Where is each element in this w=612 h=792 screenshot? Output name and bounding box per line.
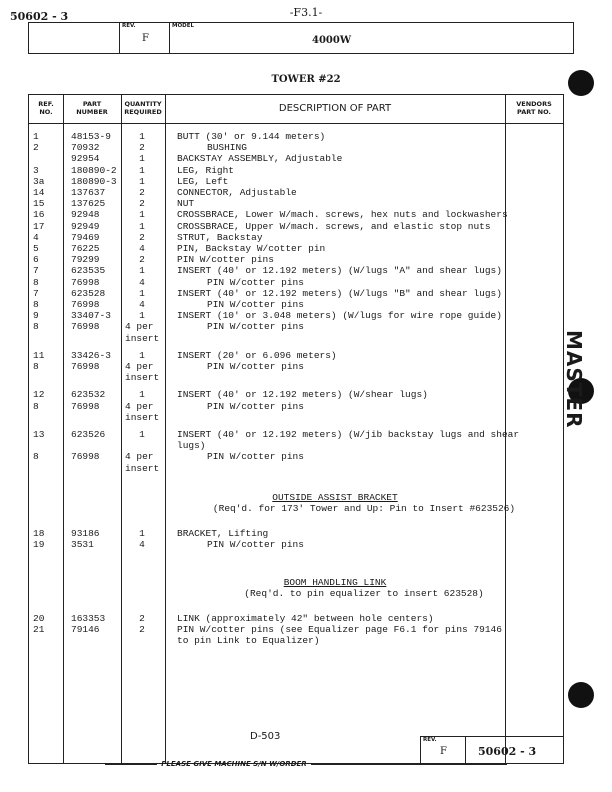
quantity: 2 bbox=[139, 198, 145, 210]
quantity: 2 bbox=[139, 254, 145, 266]
description: PIN W/cotter pins bbox=[177, 254, 274, 266]
description: BUTT (30' or 9.144 meters) bbox=[177, 131, 326, 142]
quantity: 1 bbox=[139, 209, 145, 221]
description: PIN W/cotter pins bbox=[207, 361, 304, 372]
quantity: 1 bbox=[139, 528, 145, 540]
part-number: 92954 bbox=[71, 153, 100, 165]
quantity: 4 per insert bbox=[125, 451, 160, 474]
ref-number: 20 bbox=[33, 613, 45, 624]
ref-number: 8 bbox=[33, 321, 39, 333]
quantity: 1 bbox=[139, 175, 145, 187]
quantity: 1 bbox=[139, 389, 145, 401]
description: INSERT (10' or 3.048 meters) (W/lugs for wire rope guide) bbox=[177, 310, 502, 322]
part-number: 623535 bbox=[71, 265, 106, 277]
part-number: 623532 bbox=[71, 389, 106, 401]
part-number: 33426-3 bbox=[71, 349, 111, 361]
description: PIN, Backstay W/cotter pin bbox=[177, 243, 326, 254]
part-number: 76998 bbox=[71, 400, 100, 412]
rev-label: REV. bbox=[122, 23, 136, 29]
part-number: 76998 bbox=[71, 361, 100, 372]
ref-number: 9 bbox=[33, 310, 39, 322]
punch-hole-top bbox=[568, 70, 594, 96]
quantity: 4 per insert bbox=[125, 321, 160, 344]
description: CROSSBRACE, Lower W/mach. screws, hex nuts and lockwashers bbox=[177, 209, 508, 221]
ref-number: 16 bbox=[33, 209, 45, 221]
ref-number: 8 bbox=[33, 276, 39, 288]
quantity: 1 bbox=[139, 287, 145, 299]
ref-number: 7 bbox=[33, 287, 39, 299]
description: INSERT (40' or 12.192 meters) (W/lugs "B" and shear lugs) bbox=[177, 287, 502, 299]
header-part-number: PART NUMBER bbox=[76, 100, 108, 116]
part-number: 623526 bbox=[71, 429, 106, 440]
part-number: 76225 bbox=[71, 243, 100, 254]
quantity: 4 bbox=[139, 276, 145, 288]
ref-number: 8 bbox=[33, 400, 39, 412]
ref-number: 8 bbox=[33, 299, 39, 310]
description: CONNECTOR, Adjustable bbox=[177, 187, 297, 198]
part-number: 180890-3 bbox=[71, 175, 117, 187]
quantity: 2 bbox=[139, 613, 145, 624]
ref-number: 2 bbox=[33, 142, 39, 154]
part-number: 623528 bbox=[71, 287, 106, 299]
part-number: 163353 bbox=[71, 613, 106, 624]
part-number: 180890-2 bbox=[71, 164, 117, 176]
description: STRUT, Backstay bbox=[177, 231, 263, 243]
description: LEG, Left bbox=[177, 175, 229, 187]
ref-number: 13 bbox=[33, 429, 45, 440]
quantity: 1 bbox=[139, 429, 145, 440]
ref-number: 8 bbox=[33, 451, 39, 463]
part-number: 93186 bbox=[71, 528, 100, 540]
footer-doc-number: 50602 - 3 bbox=[478, 745, 537, 758]
quantity: 2 bbox=[139, 231, 145, 243]
ref-number: 14 bbox=[33, 187, 45, 198]
part-number: 137637 bbox=[71, 187, 106, 198]
part-number: 79146 bbox=[71, 624, 100, 636]
description: INSERT (40' or 12.192 meters) (W/shear lugs) bbox=[177, 389, 428, 401]
quantity: 4 bbox=[139, 299, 145, 310]
section-title: TOWER #22 bbox=[271, 74, 341, 85]
instruction-text: PLEASE GIVE MACHINE S/N W/ORDER bbox=[161, 760, 307, 768]
footer-instruction bbox=[0, 760, 612, 768]
ref-number: 17 bbox=[33, 220, 45, 232]
description: INSERT (40' or 12.192 meters) (W/jib backstay lugs and shear lugs) bbox=[177, 429, 520, 452]
header-quantity: QUANTITY REQUIRED bbox=[124, 100, 162, 116]
master-stamp: MASTER bbox=[562, 330, 586, 429]
quantity: 2 bbox=[139, 624, 145, 636]
ref-number: 6 bbox=[33, 254, 39, 266]
boom-link-heading: BOOM HANDLING LINK bbox=[283, 576, 387, 588]
description: NUT bbox=[177, 198, 195, 210]
model-value: 4000W bbox=[312, 35, 352, 46]
punch-hole-bottom bbox=[568, 682, 594, 708]
ref-number: 11 bbox=[33, 349, 45, 361]
ref-number: 4 bbox=[33, 231, 39, 243]
footer-rev-label: REV. bbox=[423, 737, 437, 743]
footer-rev-value: F bbox=[440, 746, 447, 757]
part-number: 92949 bbox=[71, 220, 100, 232]
part-number: 76998 bbox=[71, 276, 100, 288]
ref-number: 1 bbox=[33, 131, 39, 142]
quantity: 4 per insert bbox=[125, 400, 160, 423]
header-vendors: VENDORS PART NO. bbox=[516, 100, 552, 116]
quantity: 1 bbox=[139, 220, 145, 232]
header-description: DESCRIPTION OF PART bbox=[278, 103, 392, 114]
description: INSERT (40' or 12.192 meters) (W/lugs "A" and shear lugs) bbox=[177, 265, 502, 277]
description: PIN W/cotter pins bbox=[207, 451, 304, 463]
quantity: 4 bbox=[139, 539, 145, 551]
part-number: 92948 bbox=[71, 209, 100, 221]
page-code: D-503 bbox=[250, 731, 281, 742]
ref-number: 8 bbox=[33, 361, 39, 372]
quantity: 1 bbox=[139, 131, 145, 142]
page-number: -F3.1- bbox=[289, 6, 323, 19]
model-label: MODEL bbox=[172, 23, 194, 29]
description: BRACKET, Lifting bbox=[177, 528, 269, 540]
quantity: 1 bbox=[139, 164, 145, 176]
part-number: 79299 bbox=[71, 254, 100, 266]
ref-number: 3 bbox=[33, 164, 39, 176]
ref-number: 3a bbox=[33, 175, 45, 187]
boom-link-note: (Req'd. to pin equalizer to insert 623528) bbox=[244, 587, 484, 599]
part-number: 76998 bbox=[71, 451, 100, 463]
header-box bbox=[28, 22, 574, 54]
part-number: 137625 bbox=[71, 198, 106, 210]
part-number: 79469 bbox=[71, 231, 100, 243]
part-number: 3531 bbox=[71, 539, 94, 551]
header-ref: REF. NO. bbox=[38, 100, 54, 116]
description: PIN W/cotter pins bbox=[207, 321, 304, 333]
quantity: 2 bbox=[139, 142, 145, 154]
ref-number: 15 bbox=[33, 198, 45, 210]
description: INSERT (20' or 6.096 meters) bbox=[177, 349, 337, 361]
outside-bracket-heading: OUTSIDE ASSIST BRACKET bbox=[272, 491, 398, 503]
description: LINK (approximately 42" between hole centers) bbox=[177, 613, 434, 624]
ref-number: 5 bbox=[33, 243, 39, 254]
quantity: 1 bbox=[139, 265, 145, 277]
outside-bracket-note: (Req'd. for 173' Tower and Up: Pin to Insert #623526) bbox=[212, 503, 516, 514]
description: BACKSTAY ASSEMBLY, Adjustable bbox=[177, 153, 343, 165]
quantity: 1 bbox=[139, 349, 145, 361]
description: LEG, Right bbox=[177, 164, 235, 176]
description: CROSSBRACE, Upper W/mach. screws, and elastic stop nuts bbox=[177, 220, 491, 232]
quantity: 1 bbox=[139, 310, 145, 322]
description: PIN W/cotter pins bbox=[207, 276, 304, 288]
doc-number: 50602 - 3 bbox=[10, 10, 69, 23]
description: PIN W/cotter pins bbox=[207, 539, 304, 551]
ref-number: 7 bbox=[33, 265, 39, 277]
quantity: 1 bbox=[139, 153, 145, 165]
description: PIN W/cotter pins (see Equalizer page F6.1 for pins 79146 to pin Link to Equalizer) bbox=[177, 624, 502, 647]
part-number: 70932 bbox=[71, 142, 100, 154]
rev-value: F bbox=[142, 33, 149, 44]
ref-number: 12 bbox=[33, 389, 45, 401]
description: PIN W/cotter pins bbox=[207, 400, 304, 412]
ref-number: 19 bbox=[33, 539, 45, 551]
ref-number: 21 bbox=[33, 624, 45, 636]
part-number: 33407-3 bbox=[71, 310, 111, 322]
quantity: 4 per insert bbox=[125, 361, 160, 384]
part-number: 76998 bbox=[71, 299, 100, 310]
part-number: 48153-9 bbox=[71, 131, 111, 142]
parts-table bbox=[28, 94, 564, 764]
quantity: 4 bbox=[139, 243, 145, 254]
description: PIN W/cotter pins bbox=[207, 299, 304, 310]
description: BUSHING bbox=[207, 142, 247, 154]
quantity: 2 bbox=[139, 187, 145, 198]
ref-number: 18 bbox=[33, 528, 45, 540]
part-number: 76998 bbox=[71, 321, 100, 333]
